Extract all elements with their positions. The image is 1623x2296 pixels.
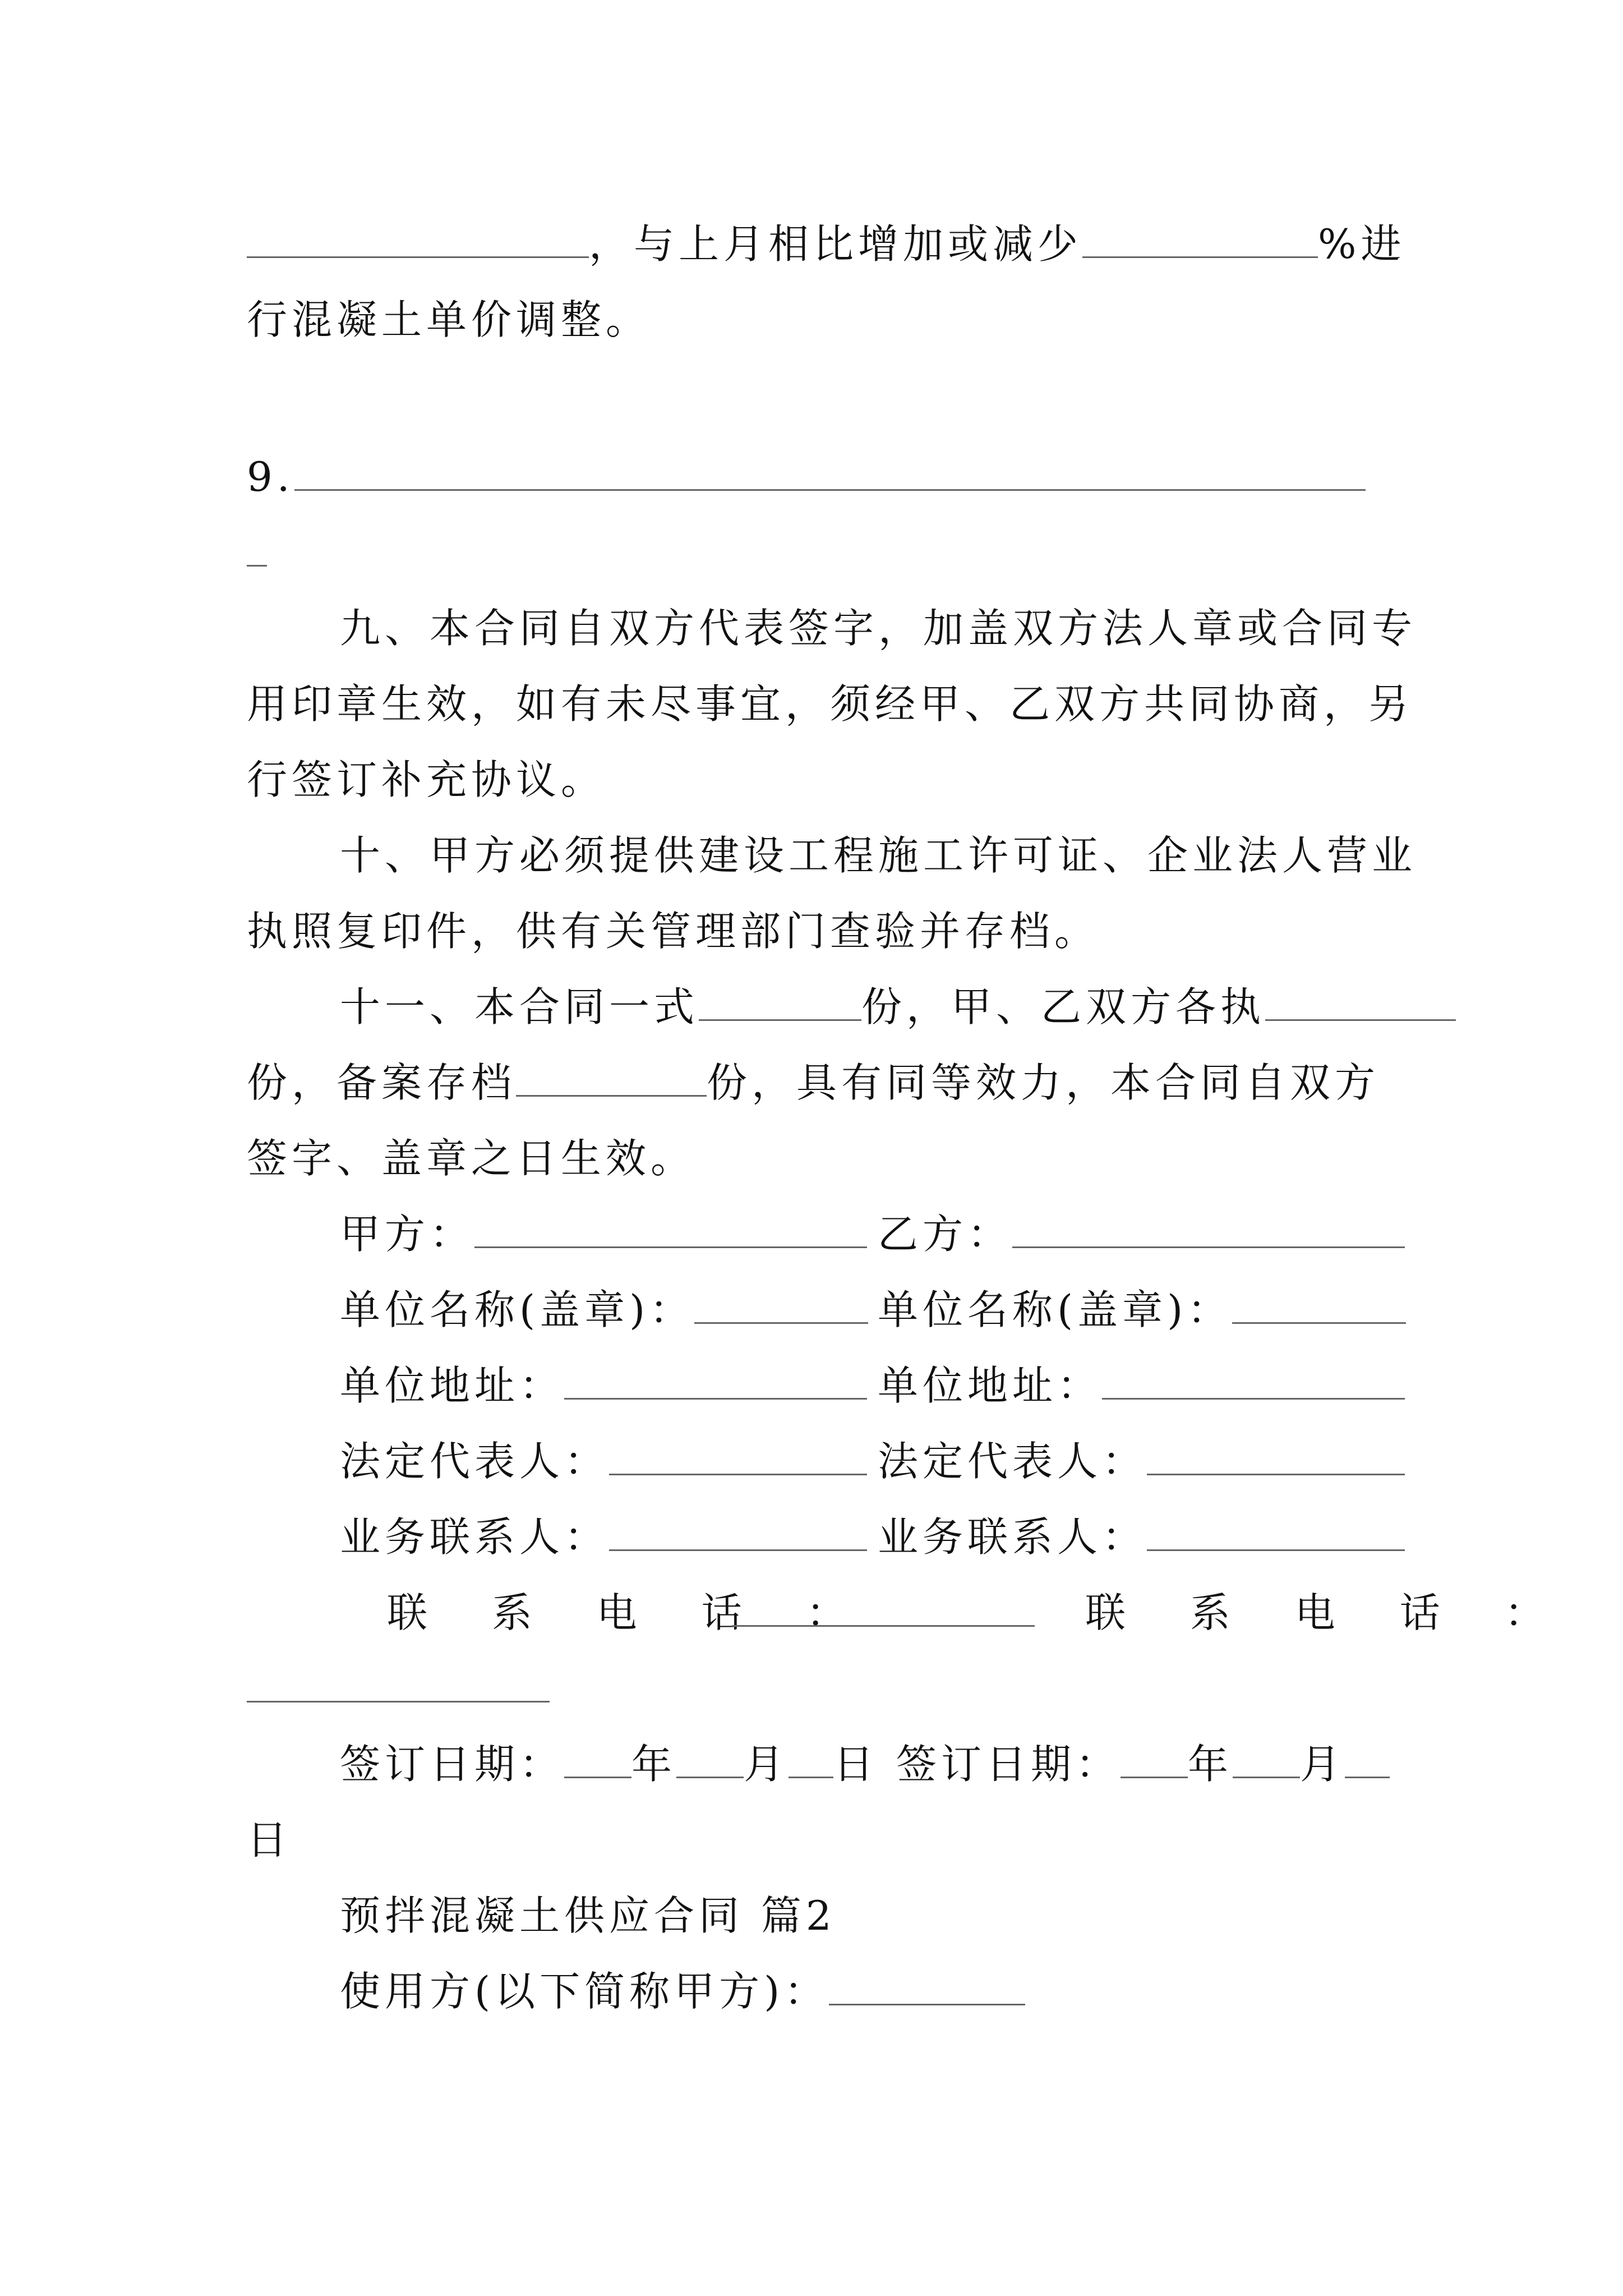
unit-name-b-field[interactable] bbox=[1232, 1286, 1406, 1324]
phone-a-field[interactable] bbox=[732, 1589, 1035, 1627]
article-10-line-1: 十、甲方必须提供建设工程施工许可证、企业法人营业 bbox=[340, 832, 1417, 879]
blank-field[interactable] bbox=[247, 220, 589, 258]
biz-contact-a-field[interactable] bbox=[609, 1513, 867, 1551]
unit-addr-a-field[interactable] bbox=[564, 1362, 867, 1400]
unit-addr-b-field[interactable] bbox=[1102, 1362, 1405, 1400]
text: 份，备案存档 bbox=[247, 1059, 517, 1106]
biz-contact-b-row: 业务联系人： bbox=[878, 1509, 1405, 1565]
month-b-field[interactable] bbox=[1233, 1741, 1300, 1778]
date-b-day-overflow: 日 bbox=[247, 1816, 292, 1864]
unit-name-b-row: 单位名称(盖章)： bbox=[878, 1282, 1406, 1338]
blank-field[interactable] bbox=[699, 983, 861, 1021]
party-a-row: 甲方： bbox=[340, 1206, 867, 1262]
phone-a-label: 联 系 电 话 ： bbox=[387, 1589, 873, 1636]
item-9-line bbox=[247, 449, 1385, 505]
biz-contact-b-field[interactable] bbox=[1147, 1513, 1405, 1551]
unit-addr-b-row: 单位地址： bbox=[878, 1358, 1405, 1414]
month-a-field[interactable] bbox=[676, 1741, 744, 1778]
blank-field[interactable] bbox=[1265, 983, 1456, 1021]
user-party-field[interactable] bbox=[829, 1968, 1025, 2005]
text: 份，具有同等效力，本合同自双方 bbox=[707, 1059, 1380, 1106]
legal-rep-a-row: 法定代表人： bbox=[340, 1433, 867, 1489]
article-10-line-2: 执照复印件，供有关管理部门查验并存档。 bbox=[247, 908, 1100, 955]
article-9-line-1: 九、本合同自双方代表签字，加盖双方法人章或合同专 bbox=[340, 605, 1417, 652]
phone-b-field[interactable] bbox=[247, 1665, 550, 1703]
article-9-line-3: 行签订补充协议。 bbox=[247, 756, 606, 803]
party-b-field[interactable] bbox=[1012, 1211, 1405, 1248]
party-a-field[interactable] bbox=[474, 1211, 867, 1248]
text: ，与上月相比增加或减少 bbox=[589, 220, 1083, 268]
price-adjust-line-1 bbox=[247, 216, 1406, 272]
blank-field[interactable] bbox=[1082, 220, 1318, 258]
article-9-line-2: 用印章生效，如有未尽事宜，须经甲、乙双方共同协商，另 bbox=[247, 680, 1414, 728]
item-number: 9. bbox=[247, 453, 294, 500]
day-b-field[interactable] bbox=[1345, 1741, 1390, 1778]
year-a-field[interactable] bbox=[564, 1741, 631, 1778]
unit-name-a-field[interactable] bbox=[694, 1286, 868, 1324]
legal-rep-b-row: 法定代表人： bbox=[878, 1433, 1405, 1489]
user-party-row: 使用方(以下简称甲方)： bbox=[340, 1963, 1385, 2019]
unit-addr-a-row: 单位地址： bbox=[340, 1358, 867, 1414]
year-b-field[interactable] bbox=[1121, 1741, 1188, 1778]
phone-b-label: 联 系 电 话 ： bbox=[1085, 1589, 1571, 1636]
price-adjust-line-2: 行混凝土单价调整。 bbox=[247, 296, 651, 343]
blank-field[interactable] bbox=[247, 529, 267, 567]
unit-name-a-row: 单位名称(盖章)： bbox=[340, 1282, 868, 1338]
article-11-line-1 bbox=[340, 979, 1385, 1035]
day-a-field[interactable] bbox=[789, 1741, 833, 1778]
article-11-line-2 bbox=[247, 1055, 1385, 1111]
text: %进 bbox=[1318, 220, 1406, 268]
legal-rep-b-field[interactable] bbox=[1147, 1438, 1405, 1475]
biz-contact-a-row: 业务联系人： bbox=[340, 1509, 867, 1565]
section-2-title: 预拌混凝土供应合同 篇2 bbox=[340, 1892, 836, 1939]
party-b-row: 乙方： bbox=[878, 1206, 1405, 1262]
phone-a-row bbox=[732, 1585, 1035, 1641]
article-11-line-3: 签字、盖章之日生效。 bbox=[247, 1135, 696, 1182]
blank-field[interactable] bbox=[516, 1059, 707, 1097]
date-a-row: 签订日期： 年 月 日 bbox=[340, 1741, 879, 1788]
date-b-row: 签订日期： 年 月 bbox=[896, 1736, 1390, 1792]
text: 份，甲、乙双方各执 bbox=[861, 983, 1266, 1030]
item-9-overflow bbox=[247, 524, 1385, 581]
legal-rep-a-field[interactable] bbox=[609, 1438, 867, 1475]
text: 十一、本合同一式 bbox=[340, 983, 699, 1030]
phone-b-row bbox=[247, 1660, 550, 1717]
blank-field[interactable] bbox=[294, 453, 1366, 491]
